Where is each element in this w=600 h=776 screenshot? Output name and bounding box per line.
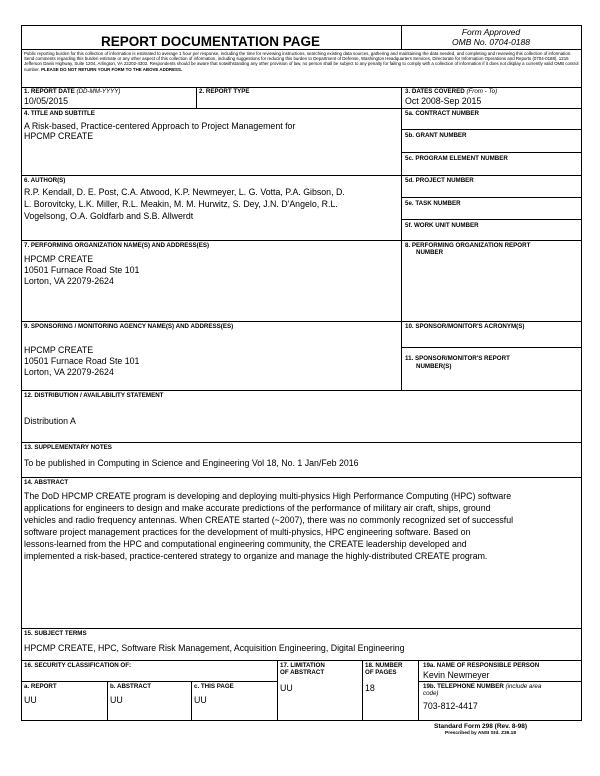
subject-terms-value[interactable]: HPCMP CREATE, HPC, Software Risk Management, Acquisition Engineering, Digital Engineering <box>24 643 405 653</box>
performing-report-label-2: NUMBER <box>416 249 444 256</box>
title-label: 4. TITLE AND SUBTITLE <box>24 110 95 117</box>
performing-org-label: 7. PERFORMING ORGANIZATION NAME(S) AND ADDRESS(ES) <box>24 242 210 249</box>
form-approved: Form Approved <box>461 27 521 37</box>
program-element-label: 5c. PROGRAM ELEMENT NUMBER <box>405 155 508 162</box>
performing-org-line2[interactable]: 10501 Furnace Road Ste 101 <box>24 265 140 275</box>
security-page-label: c. THIS PAGE <box>194 683 234 690</box>
title-value-line2[interactable]: HPCMP CREATE <box>24 131 94 141</box>
telephone-value[interactable]: 703-812-4417 <box>423 701 478 711</box>
security-report-value[interactable]: UU <box>24 695 37 705</box>
prescribed-label: Prescribed by ANSI Std. Z39.18 <box>445 731 517 736</box>
sponsor-report-label-2: NUMBER(S) <box>416 363 452 370</box>
subject-terms-label: 15. SUBJECT TERMS <box>24 630 87 637</box>
report-date-value[interactable]: 10/05/2015 <box>24 96 69 106</box>
page-title: REPORT DOCUMENTATION PAGE <box>101 34 320 49</box>
abstract-line4[interactable]: software project management practices for the development of multi-physics, HPC engineering software. Based on <box>24 527 471 537</box>
dates-covered-value[interactable]: Oct 2008-Sep 2015 <box>405 96 482 106</box>
pages-value[interactable]: 18 <box>365 683 375 693</box>
security-abstract-value[interactable]: UU <box>110 695 123 705</box>
security-page-value[interactable]: UU <box>194 695 207 705</box>
standard-form-label: Standard Form 298 (Rev. 8-98) <box>434 723 528 730</box>
task-number-label: 5e. TASK NUMBER <box>405 200 461 207</box>
abstract-line2[interactable]: applications for engineers to design and make accurate predictions of the performance of military air craft, ships, ground <box>24 503 491 513</box>
distribution-value[interactable]: Distribution A <box>24 416 76 426</box>
sponsor-report-label: 11. SPONSOR/MONITOR'S REPORT <box>405 355 510 362</box>
responsible-value[interactable]: Kevin Newmeyer <box>423 670 490 680</box>
title-value-line1[interactable]: A Risk-based, Practice-centered Approach to Project Management for <box>24 121 296 131</box>
omb-number: OMB No. 0704-0188 <box>452 37 530 47</box>
responsible-label: 19a. NAME OF RESPONSIBLE PERSON <box>423 662 540 669</box>
authors-label: 6. AUTHOR(S) <box>24 177 66 184</box>
sponsoring-agency-label: 9. SPONSORING / MONITORING AGENCY NAME(S) AND ADDRESS(ES) <box>24 323 234 330</box>
abstract-line1[interactable]: The DoD HPCMP CREATE program is developing and deploying multi-physics High Performance Computing (HPC) software <box>24 491 512 501</box>
sponsoring-agency-line1[interactable]: HPCMP CREATE <box>24 345 94 355</box>
abstract-line3[interactable]: vehicles and radio frequency antennas. When CREATE started (~2007), there was no commonly recognized set of successful <box>24 515 514 525</box>
report-date-label: 1. REPORT DATE (DD-MM-YYYY) <box>24 88 121 95</box>
burden-statement: Public reporting burden for this collection of information is estimated to average 1 hour per response, including the time for reviewing instructions, searching existing data sources, gathering and maintaining the data needed, and completing and reviewing this collection of information. Send comments regarding this burden estimate or any other aspect of this collection of information, including suggestions for reducing this burden to Department of Defense, Washington Headquarters Services, Directorate for Information Operations and Reports (0704-0188), 1215 Jefferson Davis Highway, Suite 1204, Arlington, VA 22202-4302. Respondents should be aware that notwithstanding any other provision of law, no person shall be subject to any penalty for failing to comply with a collection of information if it does not display a currently valid OMB control number. PLEASE DO NOT RETURN YOUR FORM TO THE ABOVE ADDRESS. <box>24 51 579 72</box>
performing-org-line1[interactable]: HPCMP CREATE <box>24 254 94 264</box>
limitation-value[interactable]: UU <box>280 683 293 693</box>
grant-number-label: 5b. GRANT NUMBER <box>405 132 467 139</box>
sponsoring-agency-line2[interactable]: 10501 Furnace Road Ste 101 <box>24 356 140 366</box>
performing-org-line3[interactable]: Lorton, VA 22079-2624 <box>24 276 114 286</box>
abstract-line5[interactable]: lessons-learned from the HPC and computational engineering community, the CREATE leadership developed and <box>24 539 467 549</box>
abstract-label: 14. ABSTRACT <box>24 479 69 486</box>
pages-label-2: OF PAGES <box>365 669 397 676</box>
authors-line2[interactable]: L. Borovitcky, L.K. Miller, R.L. Meakin, M. M. Hurwitz, S. Dey, J.N. D'Angelo, R.L. <box>24 199 338 209</box>
dates-covered-label: 3. DATES COVERED (From - To) <box>405 88 498 95</box>
security-abstract-label: b. ABSTRACT <box>110 683 152 690</box>
performing-report-label: 8. PERFORMING ORGANIZATION REPORT <box>405 242 531 249</box>
work-unit-label: 5f. WORK UNIT NUMBER <box>405 222 479 229</box>
project-number-label: 5d. PROJECT NUMBER <box>405 177 474 184</box>
sponsoring-agency-line3[interactable]: Lorton, VA 22079-2624 <box>24 367 114 377</box>
abstract-line6[interactable]: implemented a risk-based, practice-centered strategy to organize and manage the highly-distributed CREATE program. <box>24 551 488 561</box>
authors-line1[interactable]: R.P. Kendall, D. E. Post, C.A. Atwood, K.P. Newmeyer, L. G. Votta, P.A. Gibson, D. <box>24 187 345 197</box>
telephone-label: 19b. TELEPHONE NUMBER (include area <box>423 683 542 690</box>
telephone-hint: code) <box>423 690 439 697</box>
sponsor-acronym-label: 10. SPONSOR/MONITOR'S ACRONYM(S) <box>405 323 525 330</box>
distribution-label: 12. DISTRIBUTION / AVAILABILITY STATEMENT <box>24 392 164 399</box>
authors-line3[interactable]: Vogelsong, O.A. Goldfarb and S.B. Allwerdt <box>24 211 194 221</box>
contract-number-label: 5a. CONTRACT NUMBER <box>405 110 479 117</box>
pages-label: 18. NUMBER <box>365 662 403 669</box>
limitation-label: 17. LIMITATION <box>280 662 325 669</box>
supplementary-value[interactable]: To be published in Computing in Science and Engineering Vol 18, No. 1 Jan/Feb 2016 <box>24 458 359 468</box>
report-type-label: 2. REPORT TYPE <box>199 88 250 95</box>
security-label: 16. SECURITY CLASSIFICATION OF: <box>24 662 132 669</box>
supplementary-label: 13. SUPPLEMENTARY NOTES <box>24 444 112 451</box>
limitation-label-2: OF ABSTRACT <box>280 669 325 676</box>
security-report-label: a. REPORT <box>24 683 57 690</box>
